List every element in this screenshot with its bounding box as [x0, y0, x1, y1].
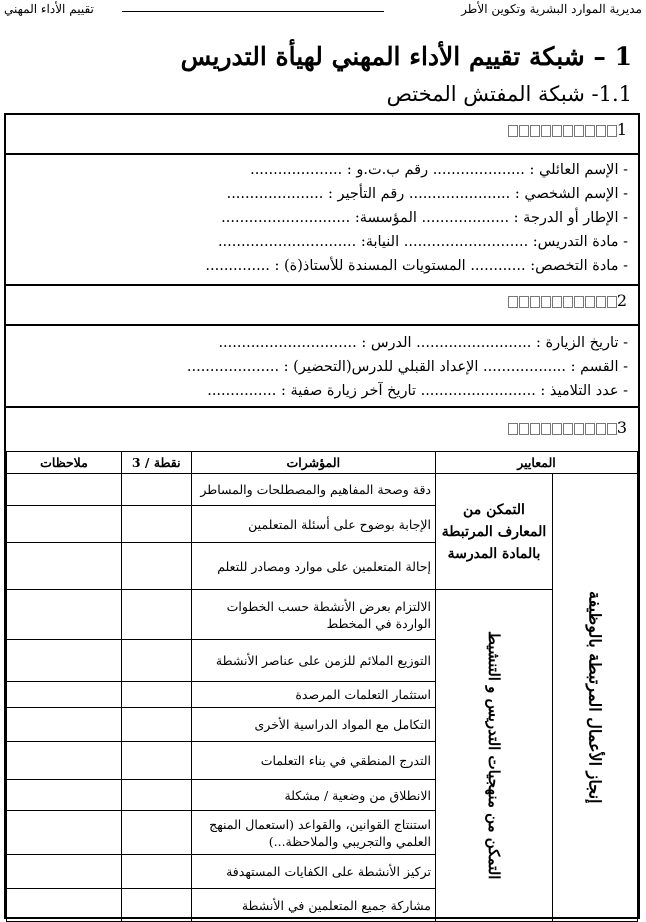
header-directorate: مديرية الموارد البشرية وتكوين الأطر [461, 2, 642, 16]
table-row [7, 474, 638, 506]
notes-cell[interactable] [7, 855, 122, 889]
score-cell[interactable] [121, 742, 191, 780]
notes-cell[interactable] [7, 506, 122, 543]
col-score: نقطة / 3 [121, 452, 191, 474]
notes-cell[interactable] [7, 708, 122, 742]
indicator: استنتاج القوانين، والقواعد (استعمال المنهج العلمي والتجريبي والملاحظة...) [191, 811, 435, 855]
score-cell[interactable] [121, 708, 191, 742]
section-2-header [6, 286, 638, 326]
notes-cell[interactable] [7, 889, 122, 922]
indicator: دقة وصحة المفاهيم والمصطلحات والمساطر [191, 474, 435, 506]
score-cell[interactable] [121, 543, 191, 590]
field-family-name[interactable]: - الإسم العائلي : .................... رقم ب.ت.و : .................... [250, 162, 628, 178]
indicator: التكامل مع المواد الدراسية الأخرى [191, 708, 435, 742]
col-indicators: المؤشرات [191, 452, 435, 474]
criterion-methodology: التمكن من منهجيات التدريس و التنشيط [436, 590, 553, 922]
table-header-row [7, 452, 638, 474]
field-class[interactable]: - القسم : .................. الإعداد القبلي للدرس(التحضير) : .................... [186, 359, 628, 375]
indicator: تركيز الأنشطة على الكفايات المستهدفة [191, 855, 435, 889]
table-row [7, 590, 638, 640]
section-1-header [6, 115, 638, 155]
domain-label: إنجاز الأعمال المرتبطة بالوظيفة [553, 474, 638, 922]
score-cell[interactable] [121, 855, 191, 889]
score-cell[interactable] [121, 640, 191, 682]
section-1-number: 1 [616, 120, 628, 139]
page-subtitle: 1.1- شبكة المفتش المختص [386, 82, 632, 106]
field-first-name[interactable]: - الإسم الشخصي : ...................... رقم التأجير : ..................... [226, 186, 628, 202]
score-cell[interactable] [121, 506, 191, 543]
indicator: مشاركة جميع المتعلمين في الأنشطة [191, 889, 435, 922]
notes-cell[interactable] [7, 742, 122, 780]
notes-cell[interactable] [7, 474, 122, 506]
col-notes: ملاحظات [7, 452, 122, 474]
indicator: استثمار التعلمات المرصدة [191, 682, 435, 708]
score-cell[interactable] [121, 590, 191, 640]
evaluation-table [6, 451, 638, 922]
score-cell[interactable] [121, 889, 191, 922]
field-subject[interactable]: - مادة التدريس: ........................... النيابة: .............................. [217, 234, 628, 250]
field-grade[interactable]: - الإطار أو الدرجة : ................... المؤسسة: ............................ [221, 210, 628, 226]
section-2-number: 2 [616, 291, 628, 310]
score-cell[interactable] [121, 811, 191, 855]
page-title: 1 – شبكة تقييم الأداء المهني لهيأة التدريس [180, 42, 632, 71]
score-cell[interactable] [121, 474, 191, 506]
section-1-fields [6, 158, 638, 278]
page-header [4, 2, 642, 18]
score-cell[interactable] [121, 780, 191, 811]
section-2-fields [6, 331, 638, 403]
indicator: التدرج المنطقي في بناء التعلمات [191, 742, 435, 780]
criterion-knowledge: التمكن من المعارف المرتبطة بالمادة المدرسة [436, 474, 553, 590]
indicator: إحالة المتعلمين على موارد ومصادر للتعلم [191, 543, 435, 590]
indicator: الانطلاق من وضعية / مشكلة [191, 780, 435, 811]
field-student-count[interactable]: - عدد التلاميذ : ......................... تاريخ آخر زيارة صفية : ............... [207, 383, 628, 399]
score-cell[interactable] [121, 682, 191, 708]
notes-cell[interactable] [7, 811, 122, 855]
notes-cell[interactable] [7, 543, 122, 590]
indicator: التوزيع الملائم للزمن على عناصر الأنشطة [191, 640, 435, 682]
header-rule [122, 11, 384, 12]
indicator: الالتزام بعرض الأنشطة حسب الخطوات الواردة في المخطط [191, 590, 435, 640]
indicator: الإجابة بوضوح على أسئلة المتعلمين [191, 506, 435, 543]
notes-cell[interactable] [7, 682, 122, 708]
col-criteria: المعايير [436, 452, 638, 474]
header-evaluation: تقييم الأداء المهني [4, 2, 94, 16]
field-visit-date[interactable]: - تاريخ الزيارة : ......................... الدرس : .............................. [218, 335, 628, 351]
section-3-number: 3 [616, 418, 628, 437]
section-3-header [6, 408, 638, 451]
notes-cell[interactable] [7, 780, 122, 811]
notes-cell[interactable] [7, 590, 122, 640]
notes-cell[interactable] [7, 640, 122, 682]
field-specialty[interactable]: - مادة التخصص: ............ المستويات المسندة للأستاذ(ة) : .............. [205, 258, 628, 274]
